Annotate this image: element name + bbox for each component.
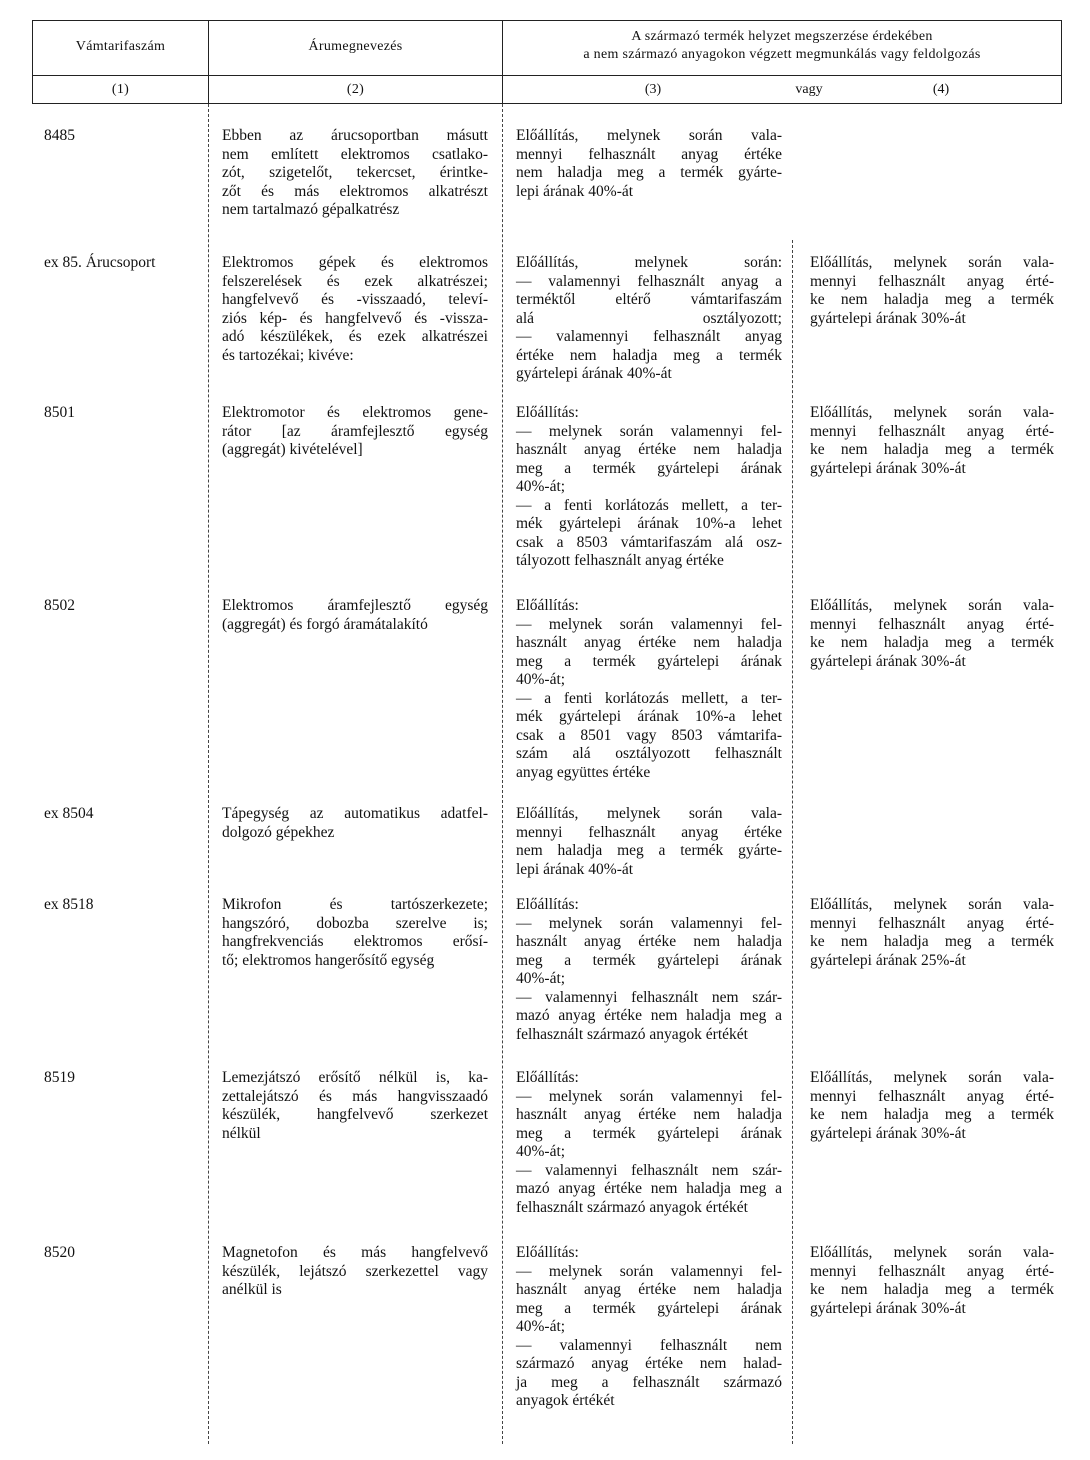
processing-rule-col3	[516, 896, 782, 1044]
processing-rule-col4-line: Előállítás, melynek során vala-	[810, 404, 1054, 421]
processing-rule-col3-line: 40%-át;	[516, 1143, 566, 1160]
processing-rule-col3-line: — a fenti korlátozás mellett, a ter-	[516, 496, 782, 514]
processing-rule-col3-line: Előállítás:	[516, 597, 579, 614]
column-divider-3	[792, 240, 793, 1444]
processing-rule-col4-line: mennyi felhasznált anyag érté-	[810, 422, 1054, 440]
processing-rule-col4	[810, 404, 1054, 478]
processing-rule-col4-line: ke nem haladja meg a termék	[810, 441, 1054, 458]
goods-description-line: hangszóró, dobozba szerelve is;	[222, 914, 488, 932]
processing-rule-col3-line: csak a 8501 vagy 8503 vámtarifa-	[516, 726, 782, 744]
goods-description-line: tő; elektromos hangerősítő egység	[222, 951, 435, 969]
column-or-label: vagy	[795, 82, 823, 97]
processing-rule-col3-line: Előállítás, melynek során:	[516, 254, 782, 271]
processing-rule-col3-line: meg a termék gyártelepi árának	[516, 1124, 782, 1142]
processing-rule-col3-line: — melynek során valamennyi fel-	[516, 1262, 782, 1280]
goods-description	[222, 1244, 488, 1300]
processing-rule-col3-line: Előállítás:	[516, 404, 579, 421]
goods-description-line: rátor [az áramfejlesztő egység	[222, 422, 488, 440]
goods-description-line: anélkül is	[222, 1281, 282, 1298]
processing-rule-col3-line: meg a termék gyártelepi árának	[516, 951, 782, 969]
column-divider-1	[208, 104, 209, 1444]
header-processing	[503, 21, 1061, 75]
processing-rule-col3-line: használt anyag értéke nem haladja	[516, 1106, 782, 1123]
processing-rule-col3-line: származó anyag értéke nem halad-	[516, 1355, 782, 1372]
goods-description-line: nem említett elektromos csatlako-	[222, 145, 488, 163]
goods-description-line: zőt és más elektromos alkatrészt	[222, 182, 488, 200]
processing-rule-col3	[516, 127, 782, 201]
processing-rule-col4-line: ke nem haladja meg a termék	[810, 291, 1054, 308]
column-number-4: (4)	[932, 82, 950, 97]
processing-rule-col3-line: lepi árának 40%-át	[516, 860, 634, 878]
goods-description-line: zót, szigetelőt, tekercset, érintke-	[222, 164, 488, 181]
processing-rule-col3-line: 40%-át;	[516, 478, 566, 495]
tariff-number: 8519	[44, 1069, 75, 1086]
header-processing-line2: a nem származó anyagokon végzett megmunkálás vagy feldolgozás	[583, 47, 981, 62]
processing-rule-col3-line: használt anyag értéke nem haladja	[516, 1281, 782, 1298]
processing-rule-col3-line: 40%-át;	[516, 671, 566, 688]
processing-rule-col3	[516, 1069, 782, 1217]
processing-rule-col4-line: gyártelepi árának 30%-át	[810, 1299, 966, 1317]
processing-rule-col3-line: — valamennyi felhasznált anyag a	[516, 272, 782, 290]
goods-description	[222, 896, 488, 970]
processing-rule-col3-line: mennyi felhasznált anyag értéke	[516, 145, 782, 163]
goods-description-line: készülék, lejátszó szerkezettel vagy	[222, 1262, 488, 1280]
goods-description-line: (aggregát) és forgó áramátalakító	[222, 615, 428, 633]
processing-rule-col3-line: tályozott felhasznált anyag értéke	[516, 552, 724, 569]
goods-description	[222, 1069, 488, 1143]
processing-rule-col3-line: használt anyag értéke nem haladja	[516, 441, 782, 458]
processing-rule-col4-line: mennyi felhasznált anyag érté-	[810, 914, 1054, 932]
processing-rule-col3-line: mennyi felhasznált anyag értéke	[516, 823, 782, 841]
processing-rule-col3-line: Előállítás, melynek során vala-	[516, 127, 782, 144]
processing-rule-col3-line: Előállítás, melynek során vala-	[516, 805, 782, 822]
processing-rule-col3-line: gyártelepi árának 40%-át	[516, 365, 672, 382]
goods-description-line: zettalejátszó és más hangvisszaadó	[222, 1087, 488, 1105]
processing-rule-col3-line: használt anyag értéke nem haladja	[516, 933, 782, 950]
processing-rule-col3-line: lepi árának 40%-át	[516, 182, 634, 200]
processing-rule-col3-line: nem haladja meg a termék gyárte-	[516, 164, 782, 181]
goods-description-line: Tápegység az automatikus adatfel-	[222, 805, 488, 822]
goods-description	[222, 127, 488, 220]
processing-rule-col3-line: — melynek során valamennyi fel-	[516, 615, 782, 633]
processing-rule-col3-line: — melynek során valamennyi fel-	[516, 422, 782, 440]
tariff-number: 8501	[44, 404, 75, 421]
goods-description-line: nélkül	[222, 1124, 261, 1142]
processing-rule-col4-line: ke nem haladja meg a termék	[810, 1281, 1054, 1298]
processing-rule-col3-line: mék gyártelepi árának 10%-a lehet	[516, 708, 782, 725]
tariff-number: 8502	[44, 597, 75, 614]
table-header	[32, 20, 1062, 104]
goods-description-line: hangfrekvenciás elektromos erősí-	[222, 933, 488, 950]
processing-rule-col3-line: meg a termék gyártelepi árának	[516, 1299, 782, 1317]
processing-rule-col3-line: mék gyártelepi árának 10%-a lehet	[516, 515, 782, 532]
goods-description-line: nem tartalmazó gépalkatrész	[222, 201, 400, 218]
processing-rule-col4-line: mennyi felhasznált anyag érté-	[810, 1087, 1054, 1105]
processing-rule-col3-line: szám alá osztályozott felhasznált	[516, 745, 782, 762]
processing-rule-col3-line: ja meg a felhasznált származó	[516, 1373, 782, 1391]
tariff-number: ex 8518	[44, 896, 94, 913]
processing-rule-col4-line: gyártelepi árának 30%-át	[810, 652, 966, 670]
processing-rule-col3-line: — valamennyi felhasznált anyag	[516, 328, 782, 345]
processing-rule-col3-line: 40%-át;	[516, 1318, 566, 1335]
processing-rule-col3-line: meg a termék gyártelepi árának	[516, 652, 782, 670]
processing-rule-col3-line: — melynek során valamennyi fel-	[516, 1087, 782, 1105]
processing-rule-col3-line: felhasznált származó anyagok értékét	[516, 1198, 748, 1216]
column-number-3: (3)	[644, 82, 662, 97]
processing-rule-col3	[516, 805, 782, 879]
goods-description-line: Lemezjátszó erősítő nélkül is, ka-	[222, 1069, 488, 1086]
processing-rule-col3-line: — melynek során valamennyi fel-	[516, 914, 782, 932]
column-number-1: (1)	[33, 76, 209, 105]
tariff-number: 8485	[44, 127, 75, 144]
processing-rule-col3-line: anyagok értékét	[516, 1392, 615, 1409]
tariff-number: ex 8504	[44, 805, 94, 822]
processing-rule-col4	[810, 1069, 1054, 1143]
goods-description-line: és tartozékai; kivéve:	[222, 346, 354, 364]
processing-rule-col3	[516, 597, 782, 782]
goods-description-line: Elektromos áramfejlesztő egység	[222, 597, 488, 614]
processing-rule-col3-line: 40%-át;	[516, 970, 566, 987]
goods-description	[222, 404, 488, 460]
processing-rule-col4-line: mennyi felhasznált anyag érté-	[810, 272, 1054, 290]
processing-rule-col4-line: Előállítás, melynek során vala-	[810, 896, 1054, 913]
goods-description-line: adó készülékek, és ezek alkatrészei	[222, 328, 488, 345]
processing-rule-col3-line: mazó anyag értéke nem haladja meg a	[516, 1007, 782, 1024]
processing-rule-col3-line: Előállítás:	[516, 1069, 579, 1086]
tariff-number: ex 85. Árucsoport	[44, 254, 156, 271]
goods-description-line: ziós kép- és hangfelvevő és -vissza-	[222, 309, 488, 327]
processing-rule-col3	[516, 1244, 782, 1411]
processing-rule-col3-line: — valamennyi felhasznált nem szár-	[516, 1161, 782, 1179]
processing-rule-col4-line: ke nem haladja meg a termék	[810, 1106, 1054, 1123]
header-tariff-number: Vámtarifaszám	[33, 21, 209, 75]
processing-rule-col4	[810, 254, 1054, 328]
processing-rule-col3-line: alá osztályozott;	[516, 309, 782, 327]
header-goods-description: Árumegnevezés	[209, 21, 503, 75]
goods-description-line: készülék, hangfelvevő szerkezet	[222, 1106, 488, 1123]
goods-description-line: hangfelvevő és -visszaadó, televí-	[222, 291, 488, 308]
processing-rule-col3-line: értéke nem haladja meg a termék	[516, 346, 782, 364]
processing-rule-col3-line: Előállítás:	[516, 1244, 579, 1261]
processing-rule-col4	[810, 1244, 1054, 1318]
processing-rule-col4-line: gyártelepi árának 30%-át	[810, 309, 966, 327]
goods-description-line: dolgozó gépekhez	[222, 823, 335, 841]
processing-rule-col3-line: nem haladja meg a termék gyárte-	[516, 842, 782, 859]
processing-rule-col4-line: gyártelepi árának 25%-át	[810, 951, 966, 969]
goods-description-line: Elektromotor és elektromos gene-	[222, 404, 488, 421]
goods-description-line: Elektromos gépek és elektromos	[222, 254, 488, 271]
goods-description-line: Magnetofon és más hangfelvevő	[222, 1244, 488, 1261]
processing-rule-col3-line: meg a termék gyártelepi árának	[516, 459, 782, 477]
processing-rule-col4	[810, 896, 1054, 970]
processing-rule-col4-line: Előállítás, melynek során vala-	[810, 1069, 1054, 1086]
goods-description-line: Ebben az árucsoportban másutt	[222, 127, 488, 144]
processing-rule-col4-line: mennyi felhasznált anyag érté-	[810, 1262, 1054, 1280]
column-number-2: (2)	[209, 76, 503, 105]
processing-rule-col3	[516, 404, 782, 571]
goods-description	[222, 254, 488, 365]
goods-description	[222, 597, 488, 634]
processing-rule-col4	[810, 597, 1054, 671]
processing-rule-col4-line: Előállítás, melynek során vala-	[810, 254, 1054, 271]
goods-description-line: felszerelések és ezek alkatrészei;	[222, 272, 488, 290]
processing-rule-col3-line: — valamennyi felhasznált nem szár-	[516, 988, 782, 1006]
goods-description-line: Mikrofon és tartószerkezete;	[222, 896, 488, 913]
processing-rule-col4-line: ke nem haladja meg a termék	[810, 933, 1054, 950]
processing-rule-col3-line: használt anyag értéke nem haladja	[516, 634, 782, 651]
processing-rule-col4-line: gyártelepi árának 30%-át	[810, 459, 966, 477]
processing-rule-col4-line: ke nem haladja meg a termék	[810, 634, 1054, 651]
processing-rule-col3-line: — a fenti korlátozás mellett, a ter-	[516, 689, 782, 707]
goods-description	[222, 805, 488, 842]
processing-rule-col3-line: felhasznált származó anyagok értékét	[516, 1025, 748, 1043]
processing-rule-col3-line: csak a 8503 vámtarifaszám alá osz-	[516, 533, 782, 551]
processing-rule-col3-line: mazó anyag értéke nem haladja meg a	[516, 1180, 782, 1197]
processing-rule-col3-line: terméktől eltérő vámtarifaszám	[516, 291, 782, 308]
processing-rule-col3-line: — valamennyi felhasznált nem	[516, 1336, 782, 1354]
processing-rule-col4-line: gyártelepi árának 30%-át	[810, 1124, 966, 1142]
column-number-row	[33, 75, 1061, 105]
processing-rule-col3-line: anyag együttes értéke	[516, 763, 651, 781]
goods-description-line: (aggregát) kivételével]	[222, 441, 363, 458]
processing-rule-col3	[516, 254, 782, 384]
processing-rule-col3-line: Előállítás:	[516, 896, 579, 913]
processing-rule-col4-line: Előállítás, melynek során vala-	[810, 597, 1054, 614]
processing-rule-col4-line: Előállítás, melynek során vala-	[810, 1244, 1054, 1261]
processing-rule-col4-line: mennyi felhasznált anyag érté-	[810, 615, 1054, 633]
column-divider-2	[502, 104, 503, 1444]
tariff-number: 8520	[44, 1244, 75, 1261]
header-processing-line1: A származó termék helyzet megszerzése érdekében	[631, 29, 933, 44]
